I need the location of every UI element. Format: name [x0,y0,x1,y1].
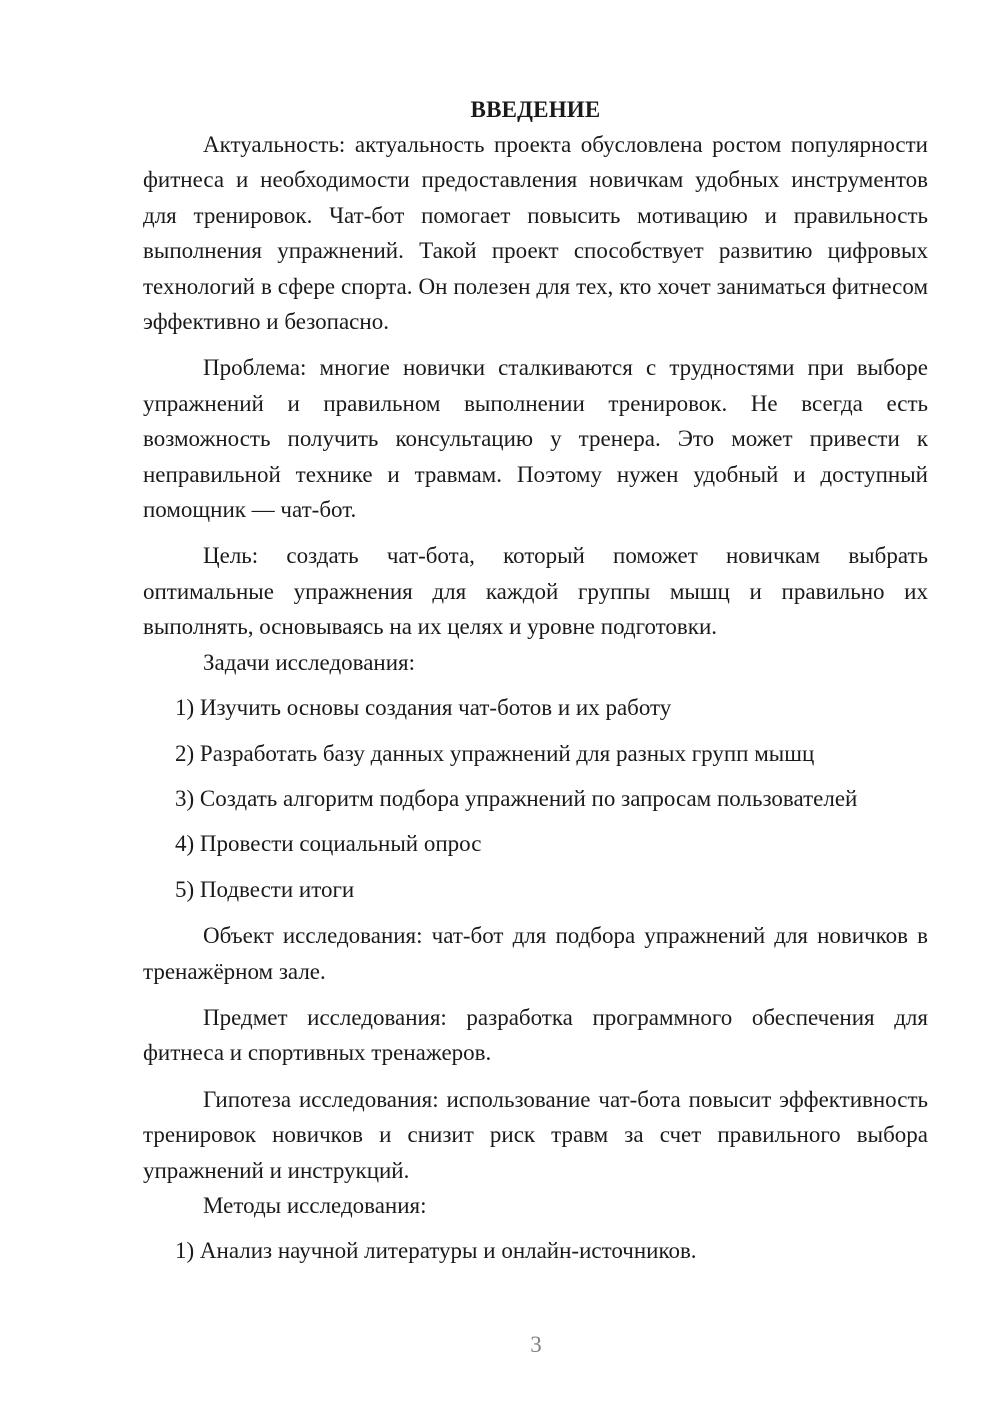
method-item: 1) Анализ научной литературы и онлайн-источников. [175,1238,697,1264]
problem-paragraph: Проблема: многие новички сталкиваются с трудностями при выборе упражнений и правильном выполнении тренировок. Не всегда есть возможность получить консультацию у тренера. Это может привести к неправильной технике и травмам. Поэтому нужен удобный и доступный помощник — чат-бот. [143,355,928,523]
task-item: 3) Создать алгоритм подбора упражнений по запросам пользователей [175,785,858,811]
relevance-paragraph: Актуальность: актуальность проекта обусловлена ростом популярности фитнеса и необходимости предоставления новичкам удобных инструментов для тренировок. Чат-бот помогает повысить мотивацию и правильность выполнения упражнений. Такой проект способствует развитию цифровых технологий в сфере спорта. Он полезен для тех, кто хочет заниматься фитнесом эффективно и безопасно. [143,132,928,335]
tasks-heading: Задачи исследования: [203,649,416,675]
task-item: 5) Подвести итоги [175,876,355,902]
page-body [143,92,928,1269]
hypothesis-paragraph: Гипотеза исследования: использование чат-бота повысит эффективность тренировок новичков и снизит риск травм за счет правильного выбора упражнений и инструкций. [143,1086,928,1183]
subject-paragraph: Предмет исследования: разработка программного обеспечения для фитнеса и спортивных тренажеров. [143,1004,928,1066]
methods-heading: Методы исследования: [203,1192,427,1218]
task-item: 2) Разработать базу данных упражнений для разных групп мышц [175,740,815,766]
page-number: 3 [530,1332,542,1357]
page-title: ВВЕДЕНИЕ [470,97,601,122]
object-paragraph: Объект исследования: чат-бот для подбора упражнений для новичков в тренажёрном зале. [143,923,928,984]
task-item: 1) Изучить основы создания чат-ботов и их работу [175,695,672,721]
goal-paragraph: Цель: создать чат-бота, который поможет новичкам выбрать оптимальные упражнения для каждой группы мышц и правильно их выполнять, основываясь на их целях и уровне подготовки. [143,543,928,640]
task-item: 4) Провести социальный опрос [175,831,482,857]
